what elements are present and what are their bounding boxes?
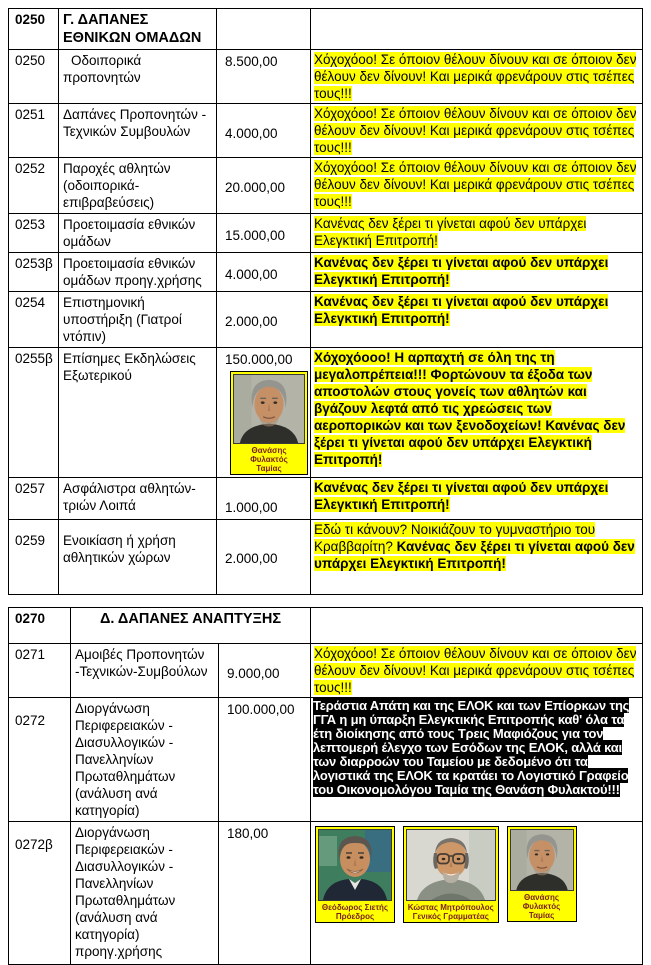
row-amount: 15.000,00 bbox=[217, 214, 311, 253]
table-row bbox=[9, 348, 643, 478]
person-name: Κώστας Μητρόπουλος bbox=[407, 903, 494, 912]
portrait-caption bbox=[233, 444, 305, 473]
row-amount: 2.000,00 bbox=[217, 292, 311, 348]
row-comment bbox=[311, 253, 643, 292]
row-description: Δαπάνες Προπονητών - Τεχνικών Συμβουλών bbox=[59, 104, 217, 158]
section-code: 0250 bbox=[9, 9, 59, 50]
expenses-table-development bbox=[8, 607, 643, 965]
person-name: Θανάσης Φυλακτός bbox=[522, 893, 561, 911]
section-code: 0270 bbox=[9, 608, 71, 644]
section-title: Δ. ΔΑΠΑΝΕΣ ΑΝΑΠΤΥΞΗΣ bbox=[71, 608, 311, 644]
row-description: Διοργάνωση Περιφερειακών - Διασυλλογικών - Πανελληνίων Πρωταθλημάτων (ανάλυση ανά κατηγορία) bbox=[71, 698, 219, 822]
highlighted-comment: Κανένας δεν ξέρει τι γίνεται αφού δεν υπάρχει Ελεγκτική Επιτροπή! bbox=[314, 294, 609, 326]
row-comment-photos bbox=[311, 822, 643, 965]
person-role: Ταμίας bbox=[528, 911, 555, 920]
highlighted-comment: Κανένας δεν ξέρει τι γίνεται αφού δεν υπάρχει Ελεγκτική Επιτροπή! bbox=[314, 480, 609, 512]
table-row bbox=[9, 104, 643, 158]
row-amount bbox=[217, 348, 311, 478]
highlighted-comment: Χόχοχόοο! Σε όποιον θέλουν δίνουν και σε όποιον δεν θέλουν δεν δίνουν! Και μερικά φρενάρουν στις τσέπες τους!!! bbox=[314, 646, 637, 695]
portrait-photo-fylaktos bbox=[510, 829, 574, 891]
amount-value: 150.000,00 bbox=[225, 352, 293, 367]
person-name: Θεόδωρος Σιετής bbox=[321, 903, 389, 912]
row-comment bbox=[311, 292, 643, 348]
row-amount: 4.000,00 bbox=[217, 104, 311, 158]
row-description: Παροχές αθλητών (οδοιπορικά-επιβραβεύσεις) bbox=[59, 158, 217, 214]
row-code: 0272 bbox=[9, 698, 71, 822]
section-header-row bbox=[9, 9, 643, 50]
highlighted-comment: Κανένας δεν ξέρει τι γίνεται αφού δεν υπάρχει Ελεγκτική Επιτροπή! bbox=[314, 255, 609, 287]
highlighted-comment: Χόχοχόοο! Σε όποιον θέλουν δίνουν και σε όποιον δεν θέλουν δεν δίνουν! Και μερικά φρενάρουν στις τσέπες τους!!! bbox=[314, 52, 637, 101]
row-description: Προετοιμασία εθνικών ομάδων bbox=[59, 214, 217, 253]
row-comment bbox=[311, 698, 643, 822]
amount-cell-empty bbox=[217, 9, 311, 50]
table-row bbox=[9, 253, 643, 292]
comment-cell-empty bbox=[311, 608, 643, 644]
row-description: Επιστημονική υποστήριξη (Γιατροί ντόπιν) bbox=[59, 292, 217, 348]
person-role: Γενικός Γραμματέας bbox=[412, 912, 489, 921]
portrait-caption bbox=[406, 901, 496, 921]
person-role: Ταμίας bbox=[256, 464, 282, 473]
highlighted-comment: Χόχοχόοοο! Η αρπαχτή σε όλη της τη μεγαλοπρέπεια!!! Φορτώνουν τα έξοδα των αποστολών στους γονείς των αθλητών και βγάζουν λεφτά από τις χρεώσεις των αεροπορικών και των ξενοδοχείων! Κανένας δεν ξέρει τι γίνεται αφού δεν υπάρχει Ελεγκτική Επιτροπή! bbox=[314, 350, 626, 467]
row-amount: 2.000,00 bbox=[217, 520, 311, 595]
row-comment bbox=[311, 348, 643, 478]
table-row bbox=[9, 50, 643, 104]
row-comment bbox=[311, 158, 643, 214]
row-amount: 4.000,00 bbox=[217, 253, 311, 292]
person-role: Πρόεδρος bbox=[335, 912, 375, 921]
row-code: 0271 bbox=[9, 644, 71, 698]
row-code: 0257 bbox=[9, 478, 59, 520]
row-comment bbox=[311, 50, 643, 104]
table-row bbox=[9, 822, 643, 965]
row-amount: 1.000,00 bbox=[217, 478, 311, 520]
person-name: Θανάσης Φυλακτός bbox=[250, 446, 288, 464]
section-header-row bbox=[9, 608, 643, 644]
row-code: 0254 bbox=[9, 292, 59, 348]
portrait-figure-fylaktos-2 bbox=[507, 826, 577, 922]
portrait-figure-sietis bbox=[315, 826, 395, 923]
row-code: 0251 bbox=[9, 104, 59, 158]
row-amount: 180,00 bbox=[219, 822, 311, 965]
row-description: Διοργάνωση Περιφερειακών - Διασυλλογικών - Πανελληνίων Πρωταθλημάτων (ανάλυση ανά κατηγορία) προηγ.χρήσης bbox=[71, 822, 219, 965]
portrait-caption bbox=[510, 891, 574, 920]
row-code: 0272β bbox=[9, 822, 71, 965]
row-code: 0255β bbox=[9, 348, 59, 478]
row-code: 0253β bbox=[9, 253, 59, 292]
highlighted-comment: Εδώ τι κάνουν? Νοικιάζουν το γυμναστήριο του Κραββαρίτη? Κανένας δεν ξέρει τι γίνεται αφού δεν υπάρχει Ελεγκτική Επιτροπή! bbox=[314, 522, 635, 571]
comment-cell-empty bbox=[311, 9, 643, 50]
row-code: 0259 bbox=[9, 520, 59, 595]
row-comment bbox=[311, 644, 643, 698]
row-amount: 100.000,00 bbox=[219, 698, 311, 822]
row-amount: 9.000,00 bbox=[219, 644, 311, 698]
table-row bbox=[9, 698, 643, 822]
row-amount: 20.000,00 bbox=[217, 158, 311, 214]
row-code: 0250 bbox=[9, 50, 59, 104]
row-description: Οδοιπορικά προπονητών bbox=[59, 50, 217, 104]
table-row bbox=[9, 214, 643, 253]
section-title: Γ. ΔΑΠΑΝΕΣ ΕΘΝΙΚΩΝ ΟΜΑΔΩΝ bbox=[59, 9, 217, 50]
portrait-figure-mitropoulos bbox=[403, 826, 499, 923]
row-code: 0253 bbox=[9, 214, 59, 253]
row-comment bbox=[311, 214, 643, 253]
row-description: Επίσημες Εκδηλώσεις Εξωτερικού bbox=[59, 348, 217, 478]
portrait-figure-fylaktos bbox=[230, 371, 308, 475]
highlighted-comment: Χόχοχόοο! Σε όποιον θέλουν δίνουν και σε όποιον δεν θέλουν δεν δίνουν! Και μερικά φρενάρουν στις τσέπες τους!!! bbox=[314, 106, 637, 155]
highlighted-comment: Κανένας δεν ξέρει τι γίνεται αφού δεν υπάρχει Ελεγκτική Επιτροπή! bbox=[314, 216, 587, 248]
row-code: 0252 bbox=[9, 158, 59, 214]
row-comment bbox=[311, 478, 643, 520]
row-comment bbox=[311, 104, 643, 158]
highlighted-comment-black: Τεράστια Απάτη και της ΕΛΟΚ και των Επίορκων της ΓΓΑ η μη ύπαρξη Ελεγκτικής Επιτροπής καθ' όλα τα έτη διοίκησης από τους Τρεις Μαφιόζους για τον λεπτομερή έλεγχο των Εσόδων της ΕΛΟΚ, αλλά και των διαρροών του Ταμείου με δεδομένο ότι τα λογιστικά της ΕΛΟΚ τα κρατάει το Λογιστικό Γραφείο του Οικονομολόγου Ταμία της Θανάση Φυλακτού!!! bbox=[313, 698, 630, 797]
portrait-photo-mitropoulos bbox=[406, 829, 496, 901]
table-row bbox=[9, 292, 643, 348]
row-description: Προετοιμασία εθνικών ομάδων προηγ.χρήσης bbox=[59, 253, 217, 292]
portrait-caption bbox=[318, 901, 392, 921]
portrait-photo-fylaktos bbox=[233, 374, 305, 444]
row-description: Ενοικίαση ή χρήση αθλητικών χώρων bbox=[59, 520, 217, 595]
expenses-table-national-teams bbox=[8, 8, 643, 595]
row-description: Αμοιβές Προπονητών -Τεχνικών-Συμβούλων bbox=[71, 644, 219, 698]
table-row bbox=[9, 478, 643, 520]
table-row bbox=[9, 158, 643, 214]
highlighted-comment: Χόχοχόοο! Σε όποιον θέλουν δίνουν και σε όποιον δεν θέλουν δεν δίνουν! Και μερικά φρενάρουν στις τσέπες τους!!! bbox=[314, 160, 637, 209]
table-row bbox=[9, 520, 643, 595]
row-comment bbox=[311, 520, 643, 595]
row-description: Ασφάλιστρα αθλητών-τριών Λοιπά bbox=[59, 478, 217, 520]
table-row bbox=[9, 644, 643, 698]
portrait-photo-sietis bbox=[318, 829, 392, 901]
row-amount: 8.500,00 bbox=[217, 50, 311, 104]
